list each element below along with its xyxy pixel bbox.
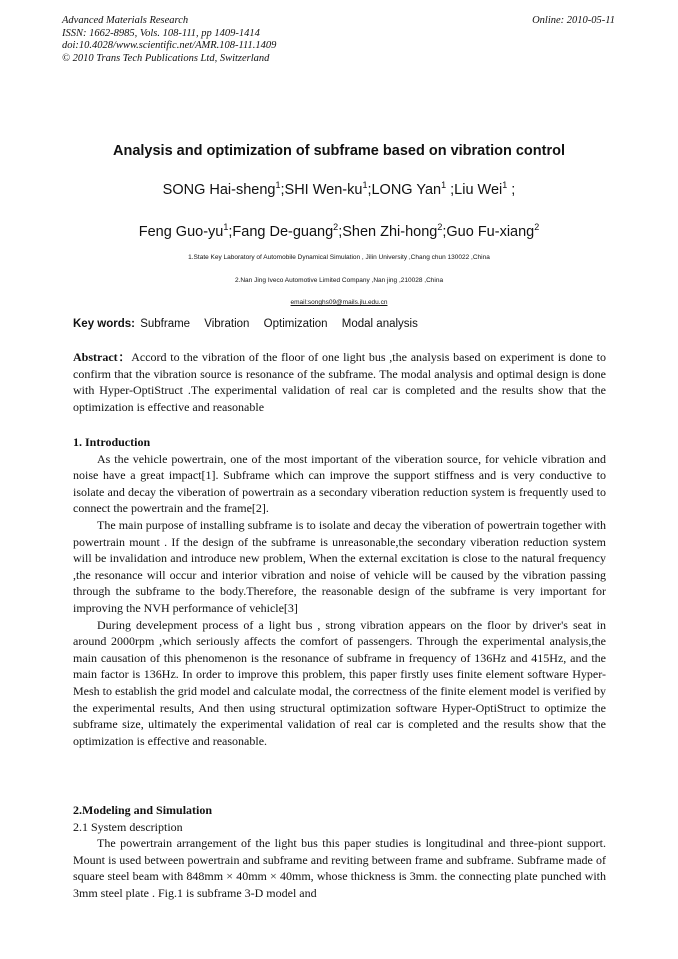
journal-name: Advanced Materials Research xyxy=(62,15,189,26)
section-heading: 1. Introduction xyxy=(73,435,151,449)
email-row xyxy=(0,299,678,306)
abstract-block xyxy=(73,349,606,415)
paragraph: The powertrain arrangement of the light bus this paper studies is longitudinal and three-piont support. Mount is used between powertrain and subframe and reviting between frame and subframe. Subframe made of square steel beam with 848mm × 40mm × 40mm, whose thickness is 3mm. the connecting plate punched with 3mm steel plate . Fig.1 is subframe 3-D model and xyxy=(73,836,606,900)
section-introduction xyxy=(73,434,606,749)
doi-line: doi:10.4028/www.scientific.net/AMR.108-111.1409 xyxy=(62,40,277,51)
author-sep: ; xyxy=(442,223,447,240)
author-sup: 1 xyxy=(362,180,368,190)
subsection-heading: 2.1 System description xyxy=(73,819,183,834)
author-sup: 2 xyxy=(333,222,339,232)
authors-line-1 xyxy=(0,180,678,198)
author-name: LONG Yan xyxy=(371,181,442,198)
paragraph: As the vehicle powertrain, one of the most important of the viberation source, for vehicle vibration and noise have a great impact[1]. Subframe which can improve the support stiffness and is very conductive to isolate and decay the viberation of powertrain as a secondary viberation reduction system is frequently used to connect the powertrain and the frame[2]. xyxy=(73,451,606,516)
author-name: Shen Zhi-hong xyxy=(342,223,438,240)
author-name: SONG Hai-sheng xyxy=(162,181,276,198)
author-name: Fang De-guang xyxy=(232,223,334,240)
author-sup: 1 xyxy=(275,180,281,190)
paragraph: The main purpose of installing subframe is to isolate and decay the viberation of powertrain together with powertrain mount . If the design of the subframe is unreasonable,the secondary viberation reduction system will be invalidation and introduce new problem, When the external excitation is close to the natural frequency ,the resonance will occur and interior vibration and noise of vehicle will be caused by the vibration passing through the subframe to the body.Therefore, the reasonable design of the subframe is very important for improving the NVH performance of vehicle[3] xyxy=(73,517,606,615)
author-sep: ; xyxy=(367,181,372,198)
affiliation-1: 1.State Key Laboratory of Automobile Dynamical Simulation , Jilin University ,Chang chun 130022 ,China xyxy=(188,254,490,261)
keyword: Modal analysis xyxy=(341,318,418,330)
author-sup: 1 xyxy=(223,222,229,232)
keywords-line xyxy=(73,318,427,330)
keyword: Optimization xyxy=(263,318,328,330)
email-link[interactable]: email:songhs09@mails.jlu.edu.cn xyxy=(290,299,388,306)
online-date: Online: 2010-05-11 xyxy=(532,15,615,26)
section-heading: 2.Modeling and Simulation xyxy=(73,803,213,817)
author-sup: 2 xyxy=(437,222,443,232)
author-sep: ; xyxy=(507,181,516,198)
author-name: Feng Guo-yu xyxy=(138,223,224,240)
author-name: Guo Fu-xiang xyxy=(446,223,535,240)
affiliation-2: 2.Nan Jing Iveco Automotive Limited Company ,Nan jing ,210028 ,China xyxy=(234,277,444,284)
keyword: Subframe xyxy=(140,318,191,330)
copyright-line: © 2010 Trans Tech Publications Ltd, Switzerland xyxy=(62,52,270,64)
authors-line-2 xyxy=(0,222,678,240)
author-sep: ; xyxy=(228,223,233,240)
section-modeling xyxy=(73,802,606,902)
author-sup: 1 xyxy=(502,180,508,190)
author-name: SHI Wen-ku xyxy=(284,181,363,198)
abstract-label: Abstract： xyxy=(73,350,132,364)
abstract-text: Accord to the vibration of the floor of one light bus ,the analysis based on experiment is done to confirm that the vibration source is resonance of the subframe. The modal analysis and optimal design is done with Hyper-OptiStruct .The experimental validation of real car is completed and the results show that the optimization is effective and reasonable xyxy=(73,350,606,414)
author-sep: ; xyxy=(338,223,343,240)
author-sup: 2 xyxy=(534,222,540,232)
journal-header xyxy=(62,15,276,65)
author-sep: ; xyxy=(280,181,285,198)
issn-line: ISSN: 1662-8985, Vols. 108-111, pp 1409-1414 xyxy=(62,27,260,39)
paragraph: During develepment process of a light bus , strong vibration appears on the floor by driver's seat in around 2000rpm ,which seriously affects the comfort of passengers. Through the experimental analysis,the main causation of this phenomenon is the resonance of subframe in frequency of 136Hz and 415Hz, and the main factor is 136Hz. In order to improve this problem, this paper firstly uses finite element software Hyper-Mesh to establish the grid model and calculate modal, the correctness of the finite element model is verified by the experimental results, And then using structural optimization software Hyper-OptiStruct to optimize the subframe size, ultimately the experimental validation of real car is completed and the results show that the optimization is effective and reasonable. xyxy=(73,617,606,748)
paper-title: Analysis and optimization of subframe based on vibration control xyxy=(113,143,565,159)
author-sup: 1 xyxy=(441,180,447,190)
keywords-label: Key words: xyxy=(73,318,135,330)
author-sep: ; xyxy=(446,181,455,198)
author-name: Liu Wei xyxy=(454,181,503,198)
keyword: Vibration xyxy=(204,318,250,330)
